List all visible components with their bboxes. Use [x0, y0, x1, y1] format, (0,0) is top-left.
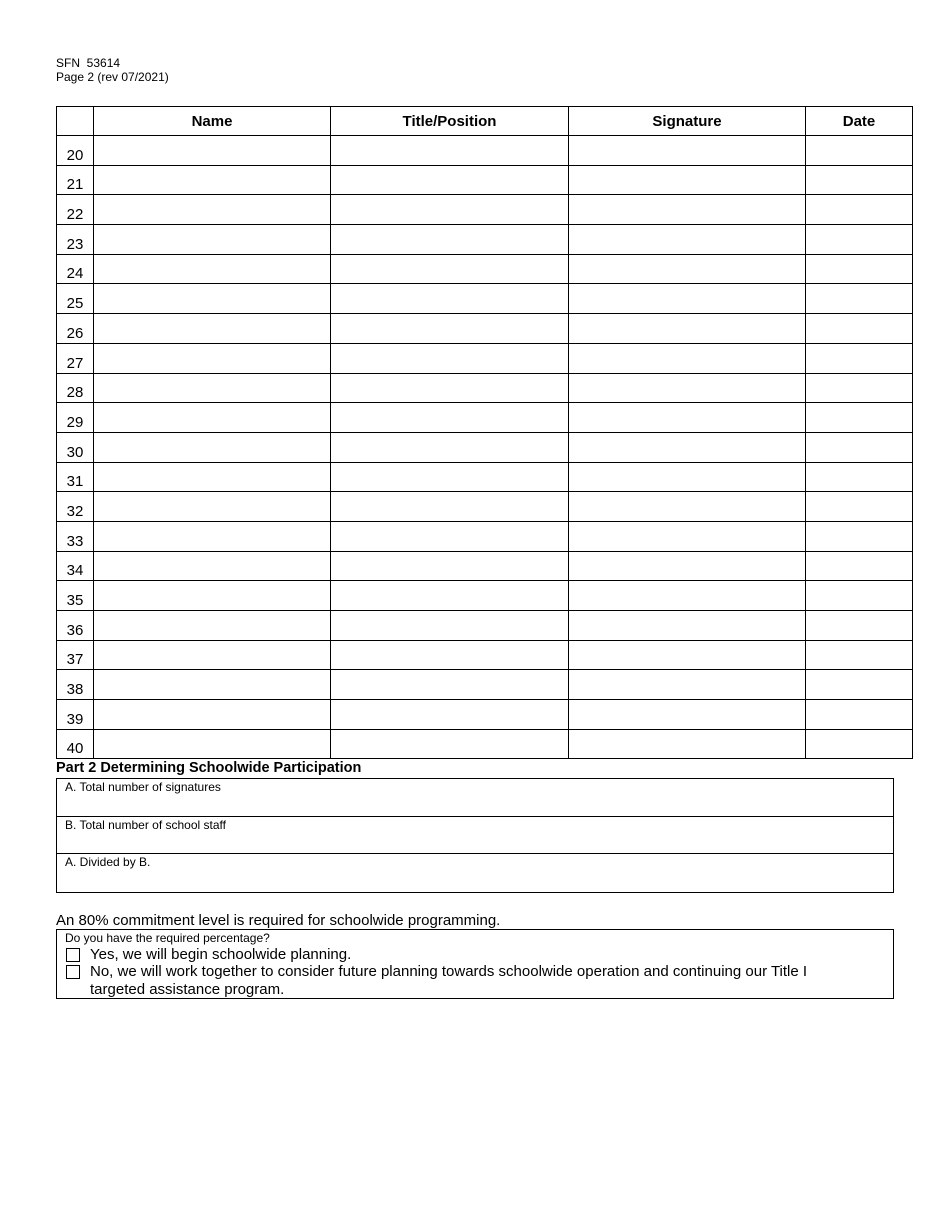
date-cell[interactable]: [806, 581, 913, 611]
name-cell[interactable]: [94, 611, 331, 641]
yes-checkbox[interactable]: [66, 948, 80, 962]
total-signatures-field[interactable]: [57, 779, 893, 817]
row-number: 32: [57, 492, 94, 522]
table-row: [57, 165, 913, 195]
no-checkbox[interactable]: [66, 965, 80, 979]
row-number: 35: [57, 581, 94, 611]
row-number: 28: [57, 373, 94, 403]
date-cell[interactable]: [806, 611, 913, 641]
signature-cell[interactable]: [569, 432, 806, 462]
total-staff-field[interactable]: [57, 817, 893, 855]
signature-cell[interactable]: [569, 136, 806, 166]
table-row: [57, 581, 913, 611]
name-cell[interactable]: [94, 373, 331, 403]
name-cell[interactable]: [94, 225, 331, 255]
option-no[interactable]: [66, 963, 856, 999]
table-row: [57, 403, 913, 433]
table-row: [57, 492, 913, 522]
title-cell[interactable]: [331, 195, 569, 225]
col-header-signature: Signature: [569, 107, 806, 136]
signature-table: [56, 106, 913, 759]
table-row: [57, 314, 913, 344]
option-no-label: No, we will work together to consider future planning towards schoolwide operation and continuing our Title I targeted assistance program.: [90, 963, 808, 998]
table-row: [57, 462, 913, 492]
table-row: [57, 640, 913, 670]
signature-cell[interactable]: [569, 611, 806, 641]
title-cell[interactable]: [331, 373, 569, 403]
part2-title: Part 2 Determining Schoolwide Participation: [56, 760, 362, 776]
name-cell[interactable]: [94, 670, 331, 700]
title-cell[interactable]: [331, 314, 569, 344]
row-number: 30: [57, 432, 94, 462]
col-header-number: [57, 107, 94, 136]
percentage-question-box: [56, 929, 894, 999]
date-cell[interactable]: [806, 136, 913, 166]
row-number: 21: [57, 165, 94, 195]
date-cell[interactable]: [806, 700, 913, 730]
title-cell[interactable]: [331, 225, 569, 255]
signature-cell[interactable]: [569, 670, 806, 700]
title-cell[interactable]: [331, 403, 569, 433]
name-cell[interactable]: [94, 314, 331, 344]
table-header-row: [57, 107, 913, 136]
name-cell[interactable]: [94, 403, 331, 433]
title-cell[interactable]: [331, 462, 569, 492]
name-cell[interactable]: [94, 462, 331, 492]
date-cell[interactable]: [806, 551, 913, 581]
table-row: [57, 373, 913, 403]
col-header-name: Name: [94, 107, 331, 136]
name-cell[interactable]: [94, 284, 331, 314]
date-cell[interactable]: [806, 521, 913, 551]
signature-cell[interactable]: [569, 551, 806, 581]
table-row: [57, 729, 913, 759]
option-yes-label: Yes, we will begin schoolwide planning.: [90, 946, 352, 963]
date-cell[interactable]: [806, 284, 913, 314]
row-number: 27: [57, 343, 94, 373]
name-cell[interactable]: [94, 195, 331, 225]
col-header-title: Title/Position: [331, 107, 569, 136]
name-cell[interactable]: [94, 700, 331, 730]
title-cell[interactable]: [331, 432, 569, 462]
row-number: 25: [57, 284, 94, 314]
table-row: [57, 700, 913, 730]
date-cell[interactable]: [806, 195, 913, 225]
signature-cell[interactable]: [569, 521, 806, 551]
signature-cell[interactable]: [569, 581, 806, 611]
table-row: [57, 284, 913, 314]
signature-cell[interactable]: [569, 195, 806, 225]
table-row: [57, 432, 913, 462]
row-number: 20: [57, 136, 94, 166]
date-cell[interactable]: [806, 373, 913, 403]
name-cell[interactable]: [94, 165, 331, 195]
name-cell[interactable]: [94, 136, 331, 166]
title-cell[interactable]: [331, 611, 569, 641]
date-cell[interactable]: [806, 165, 913, 195]
question-label: Do you have the required percentage?: [65, 931, 270, 945]
row-number: 29: [57, 403, 94, 433]
signature-cell[interactable]: [569, 314, 806, 344]
table-row: [57, 551, 913, 581]
table-row: [57, 611, 913, 641]
row-number: 22: [57, 195, 94, 225]
part2-box: [56, 778, 894, 893]
signature-cell[interactable]: [569, 492, 806, 522]
signature-cell[interactable]: [569, 640, 806, 670]
name-cell[interactable]: [94, 254, 331, 284]
title-cell[interactable]: [331, 521, 569, 551]
table-row: [57, 225, 913, 255]
date-cell[interactable]: [806, 640, 913, 670]
page-number: Page 2 (rev 07/2021): [56, 70, 169, 84]
title-cell[interactable]: [331, 700, 569, 730]
signature-cell[interactable]: [569, 373, 806, 403]
title-cell[interactable]: [331, 551, 569, 581]
date-cell[interactable]: [806, 254, 913, 284]
name-cell[interactable]: [94, 551, 331, 581]
title-cell[interactable]: [331, 670, 569, 700]
title-cell[interactable]: [331, 284, 569, 314]
name-cell[interactable]: [94, 521, 331, 551]
title-cell[interactable]: [331, 165, 569, 195]
date-cell[interactable]: [806, 403, 913, 433]
commitment-requirement: An 80% commitment level is required for schoolwide programming.: [56, 912, 501, 929]
title-cell[interactable]: [331, 640, 569, 670]
name-cell[interactable]: [94, 492, 331, 522]
name-cell[interactable]: [94, 640, 331, 670]
row-number: 33: [57, 521, 94, 551]
title-cell[interactable]: [331, 581, 569, 611]
row-number: 38: [57, 670, 94, 700]
total-staff-label: B. Total number of school staff: [65, 817, 226, 832]
table-row: [57, 521, 913, 551]
name-cell[interactable]: [94, 581, 331, 611]
ratio-field[interactable]: [57, 854, 893, 892]
date-cell[interactable]: [806, 729, 913, 759]
signature-cell[interactable]: [569, 343, 806, 373]
title-cell[interactable]: [331, 136, 569, 166]
signature-cell[interactable]: [569, 403, 806, 433]
row-number: 40: [57, 729, 94, 759]
date-cell[interactable]: [806, 670, 913, 700]
row-number: 34: [57, 551, 94, 581]
table-row: [57, 195, 913, 225]
row-number: 31: [57, 462, 94, 492]
total-signatures-label: A. Total number of signatures: [65, 780, 221, 794]
signature-cell[interactable]: [569, 729, 806, 759]
title-cell[interactable]: [331, 492, 569, 522]
form-header: [56, 56, 169, 84]
row-number: 26: [57, 314, 94, 344]
date-cell[interactable]: [806, 432, 913, 462]
signature-cell[interactable]: [569, 462, 806, 492]
option-yes[interactable]: [66, 946, 351, 964]
row-number: 24: [57, 254, 94, 284]
table-row: [57, 343, 913, 373]
date-cell[interactable]: [806, 225, 913, 255]
signature-cell[interactable]: [569, 165, 806, 195]
row-number: 39: [57, 700, 94, 730]
name-cell[interactable]: [94, 729, 331, 759]
col-header-date: Date: [806, 107, 913, 136]
signature-cell[interactable]: [569, 700, 806, 730]
date-cell[interactable]: [806, 492, 913, 522]
table-row: [57, 670, 913, 700]
title-cell[interactable]: [331, 254, 569, 284]
title-cell[interactable]: [331, 343, 569, 373]
form-number: SFN 53614: [56, 56, 121, 70]
table-row: [57, 254, 913, 284]
name-cell[interactable]: [94, 432, 331, 462]
name-cell[interactable]: [94, 343, 331, 373]
date-cell[interactable]: [806, 343, 913, 373]
signature-cell[interactable]: [569, 225, 806, 255]
row-number: 36: [57, 611, 94, 641]
row-number: 37: [57, 640, 94, 670]
signature-cell[interactable]: [569, 254, 806, 284]
date-cell[interactable]: [806, 462, 913, 492]
title-cell[interactable]: [331, 729, 569, 759]
row-number: 23: [57, 225, 94, 255]
table-row: [57, 136, 913, 166]
signature-cell[interactable]: [569, 284, 806, 314]
ratio-label: A. Divided by B.: [65, 855, 151, 869]
date-cell[interactable]: [806, 314, 913, 344]
